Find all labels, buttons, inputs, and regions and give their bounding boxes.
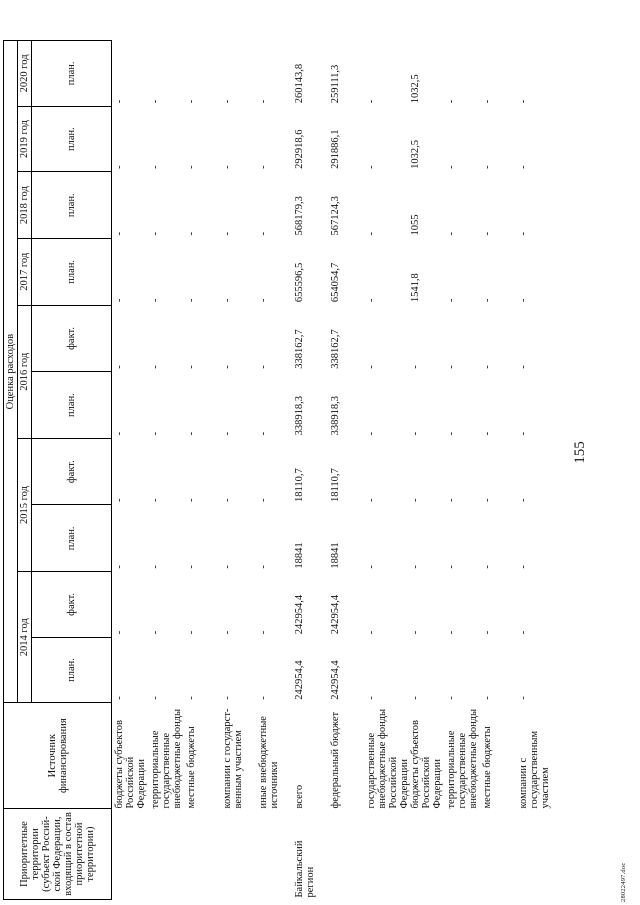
territory-cell (482, 809, 518, 900)
value-cell: - (114, 630, 125, 635)
value-cell: - (258, 565, 269, 569)
value-cell: - (410, 498, 421, 502)
territory-cell (186, 809, 222, 900)
value-cell: - (150, 365, 161, 369)
value-cell: 18110,7 (330, 468, 341, 502)
value-cell: - (186, 498, 197, 502)
table-row (482, 41, 518, 900)
table-row (366, 41, 410, 900)
value-cell: 1055 (410, 214, 421, 236)
value-cell: - (258, 165, 269, 169)
source-cell: территориальные государственные внебюджетные фонды (446, 708, 479, 809)
source-cell: местные бюджеты (482, 726, 493, 809)
value-cell: - (114, 498, 125, 502)
value-cell: - (222, 232, 233, 236)
value-cell: 1541,8 (410, 273, 421, 303)
header-year-2016: 2016 год (18, 305, 32, 438)
value-cell: 242954,4 (294, 660, 305, 700)
value-cell: - (366, 298, 377, 303)
value-cell: - (222, 565, 233, 569)
value-cell: - (446, 565, 457, 569)
territory-cell (518, 809, 554, 900)
document-code: 28022497.doc (620, 862, 627, 902)
territory-cell (112, 809, 151, 900)
value-cell: 18841 (330, 542, 341, 569)
value-cell: 655596,5 (294, 262, 305, 303)
value-cell: - (366, 498, 377, 502)
value-cell: - (186, 431, 197, 436)
expenditure-table (3, 40, 554, 900)
value-cell: - (366, 431, 377, 436)
value-cell: - (366, 565, 377, 569)
value-cell: - (518, 298, 529, 303)
value-cell: - (518, 365, 529, 369)
value-cell: - (482, 99, 493, 104)
value-cell: - (258, 498, 269, 502)
table-header (4, 41, 112, 900)
value-cell: 338918,3 (330, 396, 341, 436)
header-2018-plan: план. (32, 172, 112, 239)
value-cell: - (518, 565, 529, 569)
value-cell: - (258, 298, 269, 303)
value-cell: - (114, 696, 125, 700)
value-cell: - (366, 99, 377, 104)
value-cell: 242954,4 (294, 594, 305, 635)
value-cell: - (114, 365, 125, 369)
value-cell: - (410, 696, 421, 700)
value-cell: - (446, 165, 457, 169)
value-cell: - (150, 232, 161, 236)
value-cell: - (482, 630, 493, 635)
value-cell: - (446, 696, 457, 700)
value-cell: - (518, 630, 529, 635)
territory-cell (150, 809, 186, 900)
source-cell: компании с государственным участием (518, 730, 551, 809)
value-cell: 1032,5 (410, 140, 421, 169)
value-cell: - (150, 431, 161, 436)
value-cell: - (446, 498, 457, 502)
source-cell: иные внебюджетные источники (258, 716, 280, 809)
value-cell: - (150, 298, 161, 303)
table-row (410, 41, 446, 900)
value-cell: - (222, 498, 233, 502)
table-row (294, 41, 330, 900)
value-cell: 338162,7 (294, 329, 305, 369)
value-cell: - (446, 431, 457, 436)
territory-cell (410, 809, 446, 900)
territory-cell: Байкальский регион (294, 840, 316, 898)
value-cell: - (446, 298, 457, 303)
source-cell: федеральный бюджет (330, 711, 341, 809)
value-cell: - (186, 565, 197, 569)
value-cell: - (186, 696, 197, 700)
table-body (112, 41, 555, 900)
value-cell: - (518, 431, 529, 436)
value-cell: - (482, 565, 493, 569)
value-cell: - (258, 696, 269, 700)
source-cell: бюджеты субъектов Российской Федерации (410, 720, 443, 809)
value-cell: - (482, 365, 493, 369)
header-year-2018: 2018 год (18, 172, 32, 239)
value-cell: - (518, 696, 529, 700)
header-2014-plan: план. (32, 637, 112, 703)
value-cell: - (186, 630, 197, 635)
header-year-2019: 2019 год (18, 106, 32, 172)
header-year-2015: 2015 год (18, 438, 32, 571)
value-cell: 567124,3 (330, 196, 341, 236)
territory-cell (330, 809, 366, 900)
table-row (518, 41, 554, 900)
value-cell: - (258, 99, 269, 104)
source-cell: государственные внебюджетные фонды Российской Федерации (366, 708, 410, 809)
territory-cell (446, 809, 482, 900)
header-source: Источник финансирования (4, 703, 112, 809)
value-cell: - (410, 630, 421, 635)
table-row (186, 41, 222, 900)
table-row (222, 41, 258, 900)
header-2016-plan: план. (32, 372, 112, 439)
header-2020-plan: план. (32, 41, 112, 107)
value-cell: 242954,4 (330, 660, 341, 700)
header-year-2014: 2014 год (18, 572, 32, 703)
table-row (258, 41, 294, 900)
header-territory: Приоритетные территории (субъект Россий-ской Федерации, входящий в состав приоритетной территории) (4, 809, 112, 900)
territory-cell (366, 809, 410, 900)
header-2015-plan: план. (32, 505, 112, 572)
header-2014-fact: факт. (32, 572, 112, 638)
value-cell: - (518, 165, 529, 169)
value-cell: - (366, 165, 377, 169)
table-row (150, 41, 186, 900)
value-cell: - (446, 365, 457, 369)
value-cell: - (150, 165, 161, 169)
header-2016-fact: факт. (32, 305, 112, 372)
value-cell: - (150, 498, 161, 502)
value-cell: - (482, 165, 493, 169)
value-cell: - (222, 630, 233, 635)
territory-cell (222, 809, 258, 900)
value-cell: - (222, 298, 233, 303)
source-cell: территориальные государственные внебюджетные фонды (150, 708, 183, 809)
value-cell: - (258, 431, 269, 436)
value-cell: - (222, 165, 233, 169)
value-cell: 18110,7 (294, 468, 305, 502)
source-cell: бюджеты субъектов Российской Федерации (114, 720, 147, 809)
header-year-2017: 2017 год (18, 239, 32, 306)
value-cell: - (114, 431, 125, 436)
value-cell: - (186, 365, 197, 369)
value-cell: - (482, 298, 493, 303)
value-cell: 338918,3 (294, 396, 305, 436)
value-cell: - (150, 565, 161, 569)
value-cell: - (482, 431, 493, 436)
value-cell: 260143,8 (294, 63, 305, 104)
value-cell: - (114, 165, 125, 169)
value-cell: - (114, 99, 125, 104)
value-cell: - (410, 431, 421, 436)
source-cell: местные бюджеты (186, 726, 197, 809)
value-cell: - (518, 498, 529, 502)
value-cell: - (258, 630, 269, 635)
value-cell: - (518, 99, 529, 104)
value-cell: - (114, 232, 125, 236)
value-cell: - (518, 232, 529, 236)
value-cell: 291886,1 (330, 129, 341, 169)
value-cell: - (186, 298, 197, 303)
value-cell: - (150, 630, 161, 635)
header-estimate: Оценка расходов (4, 41, 18, 703)
value-cell: 568179,3 (294, 196, 305, 236)
header-2019-plan: план. (32, 106, 112, 172)
value-cell: - (258, 232, 269, 236)
value-cell: - (446, 232, 457, 236)
table-row (330, 41, 366, 900)
value-cell: - (114, 565, 125, 569)
value-cell: 1032,5 (410, 74, 421, 104)
header-year-2020: 2020 год (18, 41, 32, 107)
value-cell: - (186, 99, 197, 104)
table-row (112, 41, 151, 900)
value-cell: - (186, 232, 197, 236)
value-cell: 242954,4 (330, 594, 341, 635)
value-cell: - (222, 431, 233, 436)
header-2015-fact: факт. (32, 438, 112, 505)
value-cell: - (258, 365, 269, 369)
value-cell: - (222, 99, 233, 104)
value-cell: 338162,7 (330, 329, 341, 369)
value-cell: - (222, 696, 233, 700)
header-2017-plan: план. (32, 239, 112, 306)
value-cell: - (410, 365, 421, 369)
value-cell: - (366, 232, 377, 236)
value-cell: - (482, 498, 493, 502)
value-cell: - (446, 630, 457, 635)
territory-cell (258, 809, 294, 900)
value-cell: - (366, 696, 377, 700)
table-row (446, 41, 482, 900)
value-cell: - (150, 99, 161, 104)
value-cell: 292918,6 (294, 129, 305, 169)
value-cell: - (150, 696, 161, 700)
value-cell: - (366, 365, 377, 369)
value-cell: 259111,3 (330, 64, 341, 104)
page-number: 155 (572, 441, 588, 464)
value-cell: - (222, 365, 233, 369)
value-cell: - (482, 232, 493, 236)
value-cell: 654054,7 (330, 262, 341, 303)
source-cell: всего (294, 784, 305, 809)
value-cell: 18841 (294, 542, 305, 569)
value-cell: - (366, 630, 377, 635)
value-cell: - (186, 165, 197, 169)
value-cell: - (482, 696, 493, 700)
value-cell: - (114, 298, 125, 303)
value-cell: - (410, 565, 421, 569)
value-cell: - (446, 99, 457, 104)
source-cell: компании с государст-венным участием (222, 708, 244, 809)
